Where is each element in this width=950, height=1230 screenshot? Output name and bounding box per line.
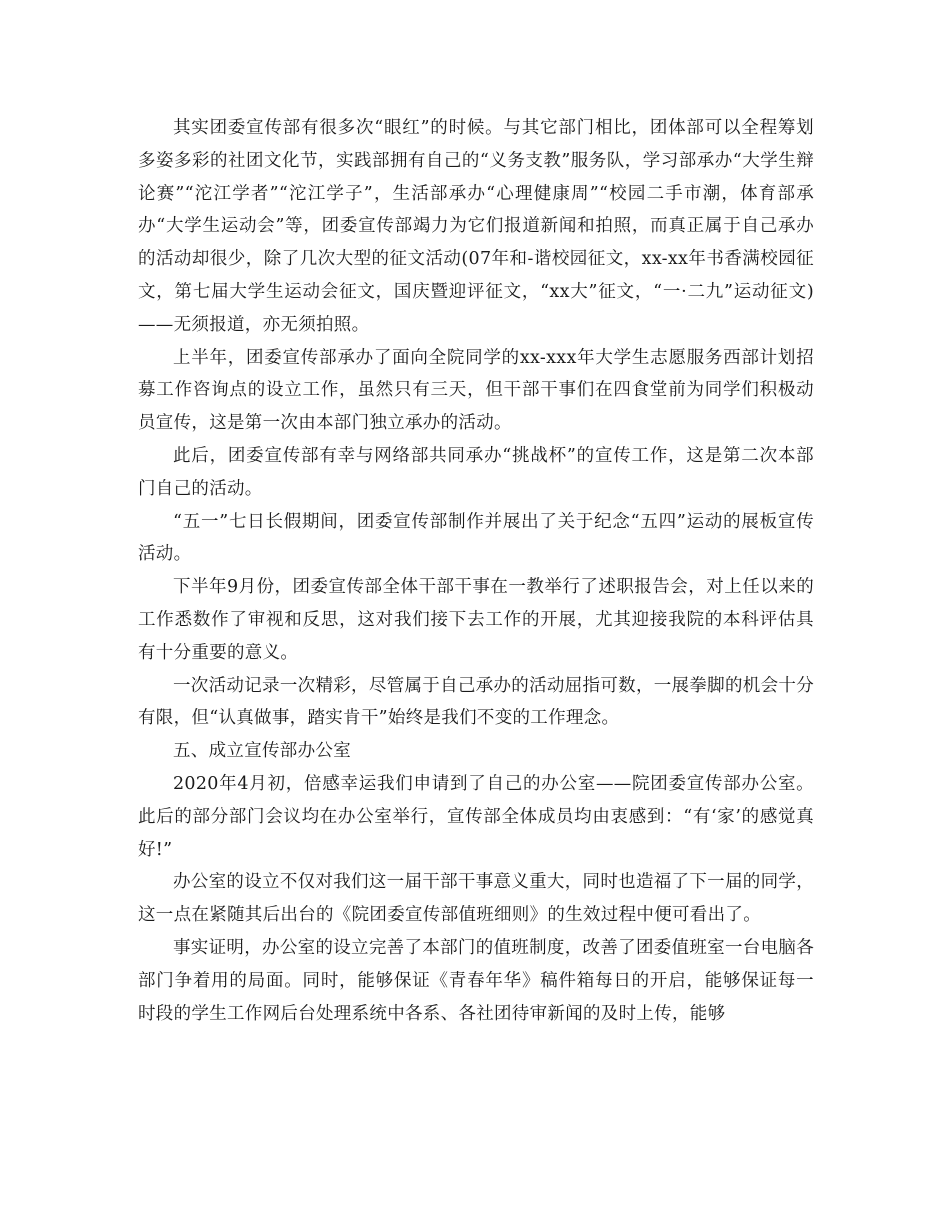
paragraph-3: 此后，团委宣传部有幸与网络部共同承办“挑战杯”的宣传工作，这是第二次本部门自己的活动。 xyxy=(138,445,814,499)
paragraph-5: 下半年9月份，团委宣传部全体干部干事在一教举行了述职报告会，对上任以来的工作悉数作了审视和反思，这对我们接下去工作的开展，尤其迎接我院的本科评估具有十分重要的意义。 xyxy=(138,577,814,663)
paragraph-9: 事实证明，办公室的设立完善了本部门的值班制度，改善了团委值班室一台电脑各部门争着用的局面。同时，能够保证《青春年华》稿件箱每日的开启，能够保证每一时段的学生工作网后台处理系统中各系、各社团待审新闻的及时上传，能够 xyxy=(138,937,814,1024)
paragraph-7: 2020年4月初，倍感幸运我们申请到了自己的办公室——院团委宣传部办公室。此后的部分部门会议均在办公室举行，宣传部全体成员均由衷感到：“有‘家’的感觉真好!” xyxy=(138,773,814,860)
paragraph-2: 上半年，团委宣传部承办了面向全院同学的xx-xxx年大学生志愿服务西部计划招募工作咨询点的设立工作，虽然只有三天，但干部干事们在四食堂前为同学们积极动员宣传，这是第一次由本部门独立承办的活动。 xyxy=(138,347,814,434)
section-heading: 五、成立宣传部办公室 xyxy=(173,741,351,762)
paragraph-1: 其实团委宣传部有很多次“眼红”的时候。与其它部门相比，团体部可以全程筹划多姿多彩的社团文化节，实践部拥有自己的“义务支教”服务队，学习部承办“大学生辩论赛”“沱江学者”“沱江学子”，生活部承办“心理健康周”“校园二手市潮，体育部承办“大学生运动会”等，团委宣传部竭力为它们报道新闻和拍照，而真正属于自己承办的活动却很少，除了几次大型的征文活动(07年和-谐校园征文，xx-xx年书香满校园征文，第七届大学生运动会征文，国庆暨迎评征文，“xx大”征文，“一·二九”运动征文)——无须报道，亦无须拍照。 xyxy=(138,118,814,335)
paragraph-6: 一次活动记录一次精彩，尽管属于自己承办的活动屈指可数，一展拳脚的机会十分有限，但“认真做事，踏实肯干”始终是我们不变的工作理念。 xyxy=(138,675,814,729)
paragraph-8: 办公室的设立不仅对我们这一届干部干事意义重大，同时也造福了下一届的同学，这一点在紧随其后出台的《院团委宣传部值班细则》的生效过程中便可看出了。 xyxy=(138,872,814,926)
document-body xyxy=(138,112,814,1030)
paragraph-4: “五一”七日长假期间，团委宣传部制作并展出了关于纪念“五四”运动的展板宣传活动。 xyxy=(138,511,814,565)
